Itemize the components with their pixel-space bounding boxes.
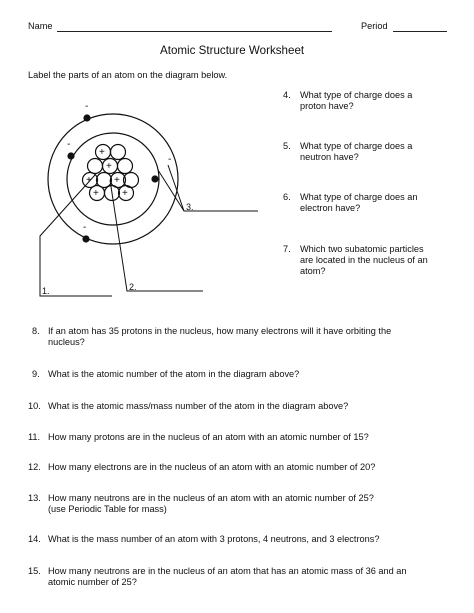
electron (67, 152, 74, 159)
question-text: How many protons are in the nucleus of an atom with an atomic number of 15? (48, 432, 369, 442)
question-text: What is the atomic mass/mass number of the atom in the diagram above? (48, 401, 349, 411)
question-number: 9. (32, 369, 40, 379)
question-number: 14. (28, 534, 41, 544)
question-text: What is the atomic number of the atom in the diagram above? (48, 369, 300, 379)
electron-sign: - (168, 154, 172, 165)
electron (82, 235, 89, 242)
question-number: 5. (283, 141, 291, 151)
question-text: If an atom has 35 protons in the nucleus, how many electrons will it have orbiting the (48, 326, 392, 336)
proton-sign: + (86, 175, 92, 186)
question-text: What type of charge does a (300, 141, 413, 151)
question-text: What type of charge does an (300, 192, 418, 202)
label-3-leader-branch (158, 170, 184, 211)
electron-sign: - (67, 139, 71, 150)
electron-sign: - (83, 222, 87, 233)
question-text: How many electrons are in the nucleus of an atom with an atomic number of 20? (48, 462, 376, 472)
proton-sign: + (99, 147, 105, 158)
proton-sign: + (93, 188, 99, 199)
proton-sign: + (114, 175, 120, 186)
question-number: 13. (28, 493, 41, 503)
question-number: 7. (283, 244, 291, 254)
question-number: 15. (28, 566, 41, 576)
nucleus-particle (88, 159, 103, 174)
electron-sign: - (85, 101, 89, 112)
question-number: 12. (28, 462, 41, 472)
question-text: What type of charge does a (300, 90, 413, 100)
question-number: 11. (28, 432, 41, 442)
diagram-label-3: 3. (186, 202, 194, 212)
diagram-label-1: 1. (42, 286, 50, 296)
question-number: 10. (28, 401, 41, 411)
question-number: 4. (283, 90, 291, 100)
question-text: atomic number of 25? (48, 577, 137, 587)
question-text: How many neutrons are in the nucleus of an atom that has an atomic mass of 36 and an (48, 566, 407, 576)
question-text: What is the mass number of an atom with 3 protons, 4 neutrons, and 3 electrons? (48, 534, 380, 544)
page-title: Atomic Structure Worksheet (160, 44, 305, 57)
question-text: How many neutrons are in the nucleus of an atom with an atomic number of 25? (48, 493, 374, 503)
nucleus-particle (111, 145, 126, 160)
proton-sign: + (106, 161, 112, 172)
instructions: Label the parts of an atom on the diagram below. (28, 70, 228, 80)
nucleus-particle (118, 159, 133, 174)
period-label: Period (361, 21, 388, 31)
proton-sign: + (122, 188, 128, 199)
question-text: Which two subatomic particles (300, 244, 424, 254)
label-3-leader (168, 165, 258, 211)
question-text: electron have? (300, 203, 361, 213)
question-text: (use Periodic Table for mass) (48, 504, 167, 514)
electron (83, 114, 90, 121)
diagram-label-2: 2. (129, 282, 137, 292)
electron (151, 175, 158, 182)
question-number: 6. (283, 192, 291, 202)
question-text: are located in the nucleus of an (300, 255, 428, 265)
question-text: atom? (300, 266, 326, 276)
question-text: neutron have? (300, 152, 359, 162)
question-text: proton have? (300, 101, 354, 111)
question-number: 8. (32, 326, 40, 336)
label-1-leader (40, 175, 112, 296)
name-label: Name (28, 21, 53, 31)
question-text: nucleus? (48, 337, 85, 347)
